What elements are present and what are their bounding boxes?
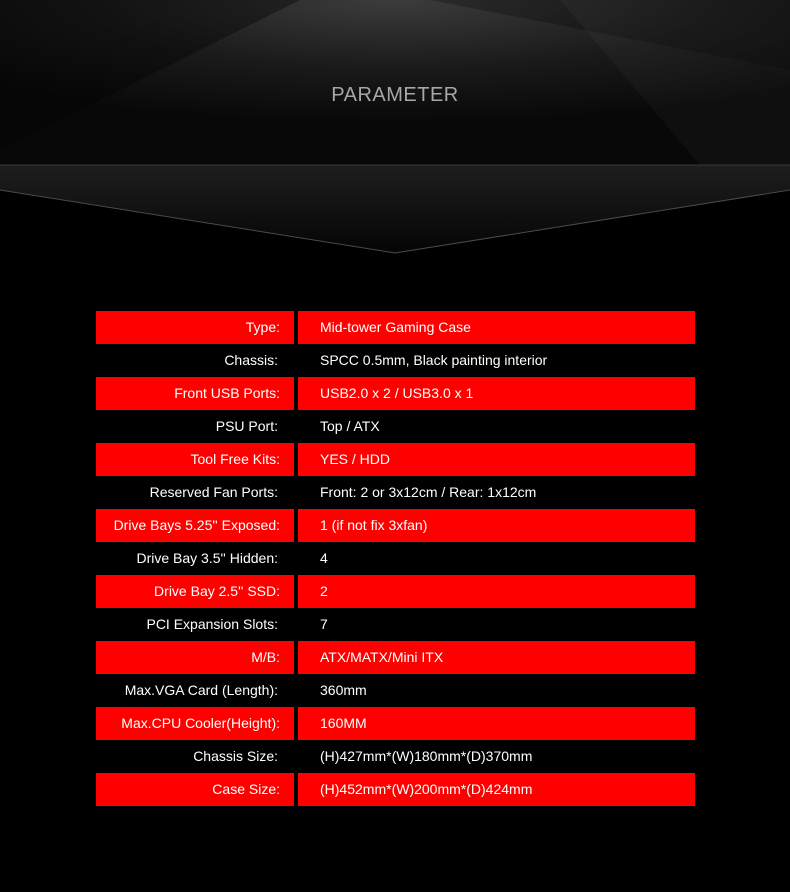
- spec-label: Type:: [96, 311, 294, 344]
- spec-row: [96, 575, 695, 608]
- spec-label: Case Size:: [96, 773, 294, 806]
- spec-label: Drive Bay 2.5'' SSD:: [96, 575, 294, 608]
- spec-value: (H)452mm*(W)200mm*(D)424mm: [298, 773, 695, 806]
- spec-value: YES / HDD: [298, 443, 695, 476]
- spec-label: PCI Expansion Slots:: [146, 616, 278, 632]
- spec-row: [96, 608, 695, 641]
- spec-value: 4: [320, 550, 328, 566]
- spec-value: 1 (if not fix 3xfan): [298, 509, 695, 542]
- spec-row: [96, 707, 695, 740]
- spec-row: [96, 476, 695, 509]
- spec-label: M/B:: [96, 641, 294, 674]
- spec-label: Chassis Size:: [193, 748, 278, 764]
- spec-row: [96, 410, 695, 443]
- spec-value: 7: [320, 616, 328, 632]
- spec-label: Chassis:: [224, 352, 278, 368]
- spec-row: [96, 542, 695, 575]
- spec-row: [96, 740, 695, 773]
- hero-background: [0, 0, 790, 260]
- spec-label: Max.CPU Cooler(Height):: [96, 707, 294, 740]
- hero-banner: [0, 0, 790, 260]
- spec-value: USB2.0 x 2 / USB3.0 x 1: [298, 377, 695, 410]
- spec-label: Reserved Fan Ports:: [149, 484, 278, 500]
- page-title: PARAMETER: [331, 84, 459, 106]
- spec-row: [96, 344, 695, 377]
- spec-row: [96, 773, 695, 806]
- spec-label: PSU Port:: [215, 418, 278, 434]
- spec-row: [96, 674, 695, 707]
- spec-row: [96, 641, 695, 674]
- spec-value: (H)427mm*(W)180mm*(D)370mm: [320, 748, 533, 764]
- spec-label: Drive Bays 5.25'' Exposed:: [96, 509, 294, 542]
- spec-row: [96, 311, 695, 344]
- spec-label: Front USB Ports:: [96, 377, 294, 410]
- spec-value: Mid-tower Gaming Case: [298, 311, 695, 344]
- spec-row: [96, 509, 695, 542]
- spec-value: Top / ATX: [320, 418, 380, 434]
- spec-value: SPCC 0.5mm, Black painting interior: [320, 352, 548, 368]
- spec-table: [96, 311, 695, 806]
- spec-value: 160MM: [298, 707, 695, 740]
- spec-row: [96, 377, 695, 410]
- spec-label: Max.VGA Card (Length):: [124, 682, 278, 698]
- spec-value: ATX/MATX/Mini ITX: [298, 641, 695, 674]
- spec-label: Tool Free Kits:: [96, 443, 294, 476]
- spec-value: 360mm: [320, 682, 367, 698]
- spec-label: Drive Bay 3.5'' Hidden:: [136, 550, 278, 566]
- spec-value: 2: [298, 575, 695, 608]
- spec-value: Front: 2 or 3x12cm / Rear: 1x12cm: [320, 484, 537, 500]
- spec-row: [96, 443, 695, 476]
